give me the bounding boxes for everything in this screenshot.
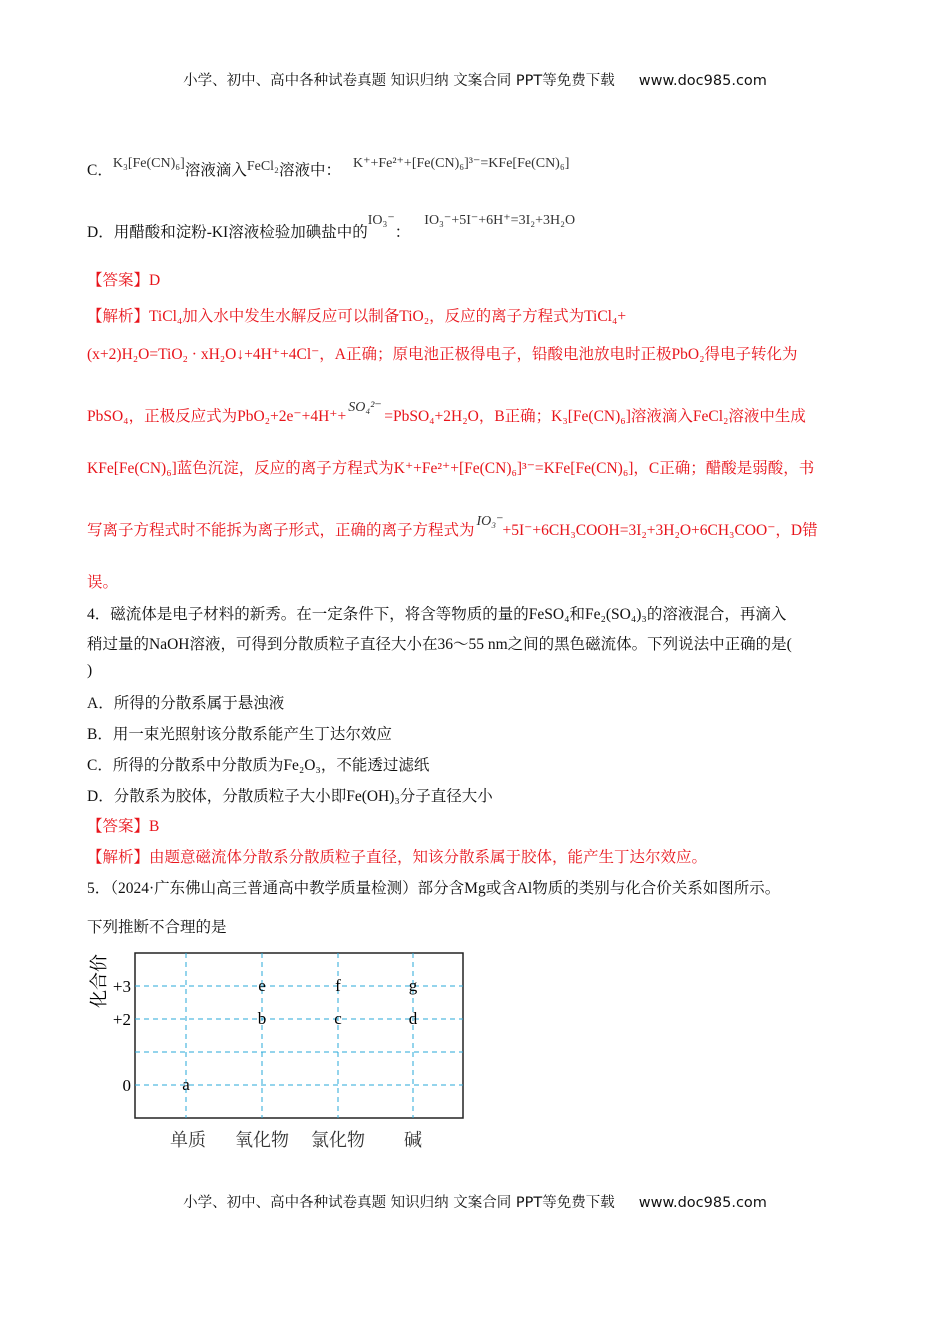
point-label-a: a — [182, 1075, 190, 1094]
y-tick-label: +3 — [112, 977, 131, 996]
formula: FeCl₂ — [246, 159, 279, 174]
answer: 【答案】D — [87, 272, 161, 289]
x-tick-label: 氯化物 — [311, 1130, 365, 1151]
option-a: A．所得的分散系属于悬浊液 — [87, 695, 285, 712]
page-footer — [0, 1191, 950, 1212]
question-stem: 稍过量的NaOH溶液，可得到分散质粒子直径大小在36～55 nm之间的黑色磁流体。下列说法中正确的是( — [87, 636, 792, 653]
question-stem: 下列推断不合理的是 — [87, 919, 227, 936]
analysis-line — [87, 514, 818, 540]
option-label: C． — [87, 162, 113, 179]
point-label-d: d — [408, 1009, 418, 1028]
text: =PbSO₄+2H₂O，B正确；K₃[Fe(CN)₆]溶液滴入FeCl₂溶液中生成 — [384, 408, 806, 425]
option-text: D．用醋酸和淀粉-KI溶液检验加碘盐中的 — [87, 224, 368, 241]
y-tick-label: +2 — [112, 1010, 131, 1029]
footer-url: www.doc985.com — [638, 1195, 767, 1211]
text: 写离子方程式时不能拆为离子形式，正确的离子方程式为 — [87, 522, 475, 539]
analysis-line — [87, 400, 806, 426]
question-stem: 5．（2024·广东佛山高三普通高中教学质量检测）部分含Mg或含Al物质的类别与化合价关系如图所示。 — [87, 880, 781, 897]
analysis-line: 误。 — [87, 574, 119, 591]
header-url: www.doc985.com — [638, 73, 767, 89]
x-tick-label: 单质 — [170, 1130, 206, 1151]
option-d — [87, 213, 576, 242]
point-label-b: b — [257, 1009, 267, 1028]
analysis-line: (x+2)H₂O=TiO₂ · xH₂O↓+4H⁺+4Cl⁻，A正确；原电池正极得电子，铅酸电池放电时正极PbO₂得电子转化为 — [87, 346, 798, 363]
option-c — [87, 158, 569, 180]
y-tick-label: 0 — [122, 1076, 131, 1095]
text: PbSO₄，正极反应式为PbO₂+2e⁻+4H⁺+ — [87, 408, 347, 425]
x-tick-label: 碱 — [404, 1130, 422, 1151]
formula: IO₃⁻ — [476, 514, 504, 529]
analysis-line: KFe[Fe(CN)₆]蓝色沉淀，反应的离子方程式为K⁺+Fe²⁺+[Fe(CN)₆]³⁻=KFe[Fe(CN)₆]，C正确；醋酸是弱酸，书 — [87, 460, 815, 477]
question-stem: 4．磁流体是电子材料的新秀。在一定条件下，将含等物质的量的FeSO₄和Fe₂(SO₄)₃的溶液混合，再滴入 — [87, 606, 787, 623]
equation: IO₃⁻+5I⁻+6H⁺=3I₂+3H₂O — [424, 213, 576, 228]
text: 溶液滴入 — [184, 162, 247, 179]
formula: SO₄²⁻ — [348, 400, 382, 415]
point-label-c: c — [334, 1009, 342, 1028]
point-label-e: e — [258, 976, 266, 995]
point-label-g: g — [408, 976, 418, 995]
text: +5I⁻+6CH₃COOH=3I₂+3H₂O+6CH₃COO⁻，D错 — [502, 522, 818, 539]
text: 溶液中： — [278, 162, 341, 179]
formula: IO₃⁻ — [367, 213, 395, 228]
answer: 【答案】B — [87, 818, 160, 835]
formula: K₃[Fe(CN)₆] — [112, 156, 185, 171]
equation: K⁺+Fe²⁺+[Fe(CN)₆]³⁻=KFe[Fe(CN)₆] — [352, 156, 570, 171]
valence-category-chart — [80, 940, 480, 1160]
analysis: 【解析】由题意磁流体分散系分散质粒子直径，知该分散系属于胶体，能产生丁达尔效应。 — [87, 849, 708, 866]
text: ： — [394, 224, 411, 241]
y-axis-label: 化合价 — [89, 954, 110, 1008]
question-stem: ) — [87, 662, 93, 679]
point-label-f: f — [335, 976, 341, 995]
footer-text: 小学、初中、高中各种试卷真题 知识归纳 文案合同 PPT等免费下载 — [183, 1195, 615, 1211]
page-header — [0, 69, 950, 90]
option-d: D．分散系为胶体，分散质粒子大小即Fe(OH)₃分子直径大小 — [87, 788, 493, 805]
option-c: C．所得的分散系中分散质为Fe₂O₃，不能透过滤纸 — [87, 757, 430, 774]
header-text: 小学、初中、高中各种试卷真题 知识归纳 文案合同 PPT等免费下载 — [183, 73, 615, 89]
option-b: B．用一束光照射该分散系能产生丁达尔效应 — [87, 726, 392, 743]
x-tick-label: 氧化物 — [235, 1130, 289, 1151]
analysis-line: 【解析】TiCl₄加入水中发生水解反应可以制备TiO₂，反应的离子方程式为TiCl₄+ — [87, 308, 627, 325]
